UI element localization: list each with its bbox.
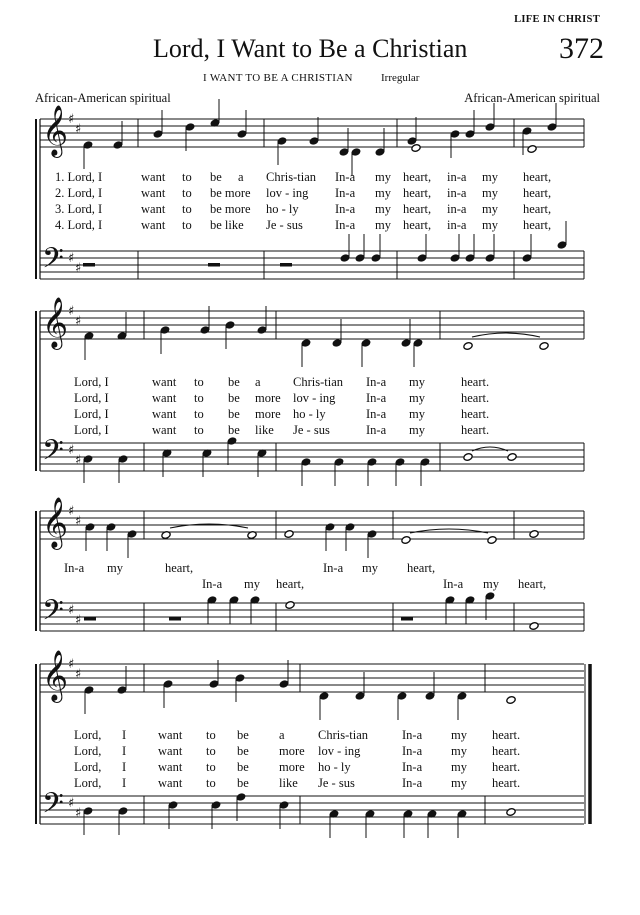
lyric-syllable: Lord, I <box>74 375 109 389</box>
note-head <box>507 453 517 462</box>
lyric-syllable: heart, <box>403 186 432 200</box>
lyric-syllable: my <box>451 776 467 790</box>
lyric-syllable: be more <box>210 186 251 200</box>
lyric-syllable: lov - ing <box>266 186 309 200</box>
lyric-syllable: heart. <box>461 423 490 437</box>
lyric-syllable: want <box>152 391 177 405</box>
lyric-syllable: Chris-tian <box>293 375 343 389</box>
lyric-syllable: heart, <box>518 577 547 591</box>
lyric-syllable: in-a <box>447 186 467 200</box>
treble-clef-icon: 𝄞 <box>42 297 69 348</box>
meter: Irregular <box>381 72 420 84</box>
lyric-syllable: to <box>182 170 192 184</box>
lyric-syllable: my <box>244 577 260 591</box>
lyric-syllable: heart, <box>523 186 552 200</box>
lyric-syllable: my <box>451 744 467 758</box>
note-head <box>411 144 421 153</box>
lyric-syllable: lov - ing <box>318 744 361 758</box>
lyric-syllable: be <box>237 776 249 790</box>
lyric-syllable: my <box>375 170 391 184</box>
lyric-syllable: I <box>122 728 127 742</box>
sharp-icon: ♯ <box>75 613 82 628</box>
lyric-syllable: I <box>122 744 127 758</box>
lyric-syllable: heart, <box>523 170 552 184</box>
bass-clef-icon: 𝄢 <box>42 787 64 827</box>
lyric-syllable: a <box>255 375 261 389</box>
lyric-syllable: in-a <box>447 218 467 232</box>
lyric-syllable: my <box>482 218 498 232</box>
sharp-icon: ♯ <box>75 806 82 821</box>
words-credit: African-American spiritual <box>35 91 171 105</box>
lyric-syllable: my <box>409 423 425 437</box>
sharp-icon: ♯ <box>68 504 75 519</box>
rest <box>83 263 95 267</box>
tie <box>472 333 540 337</box>
note-head <box>487 536 497 545</box>
lyric-syllable: to <box>194 423 204 437</box>
lyric-syllable: be <box>228 391 240 405</box>
note-head <box>529 622 539 631</box>
sharp-icon: ♯ <box>68 304 75 319</box>
lyric-syllable: Chris-tian <box>318 728 368 742</box>
lyric-syllable: 4. Lord, I <box>55 218 103 232</box>
sharp-icon: ♯ <box>75 261 82 276</box>
lyric-syllable: I <box>122 760 127 774</box>
lyric-syllable: heart, <box>403 218 432 232</box>
lyric-syllable: In-a <box>323 561 344 575</box>
bass-clef-icon: 𝄢 <box>42 242 64 282</box>
lyric-syllable: want <box>158 760 183 774</box>
lyric-syllable: to <box>194 391 204 405</box>
lyric-syllable: to <box>182 186 192 200</box>
lyric-syllable: ho - ly <box>318 760 351 774</box>
lyric-syllable: my <box>482 170 498 184</box>
lyric-syllable: my <box>107 561 123 575</box>
lyric-syllable: heart, <box>523 202 552 216</box>
lyric-syllable: be <box>210 170 222 184</box>
lyric-syllable: heart. <box>461 391 490 405</box>
lyric-syllable: In-a <box>335 202 356 216</box>
lyric-syllable: heart. <box>492 776 521 790</box>
lyric-syllable: In-a <box>64 561 85 575</box>
lyric-syllable: be <box>228 375 240 389</box>
lyric-syllable: want <box>141 170 166 184</box>
rest <box>280 263 292 267</box>
note-head <box>527 145 537 154</box>
lyric-syllable: like <box>255 423 274 437</box>
lyric-syllable: want <box>141 186 166 200</box>
lyric-syllable: lov - ing <box>293 391 336 405</box>
note-head <box>506 808 516 817</box>
note-head <box>284 530 294 539</box>
lyric-syllable: more <box>279 744 305 758</box>
lyric-syllable: In-a <box>443 577 464 591</box>
lyric-syllable: 2. Lord, I <box>55 186 103 200</box>
lyric-syllable: In-a <box>366 423 387 437</box>
lyric-syllable: Je - sus <box>293 423 330 437</box>
sharp-icon: ♯ <box>68 251 75 266</box>
lyric-syllable: like <box>279 776 298 790</box>
sharp-icon: ♯ <box>75 314 82 329</box>
lyric-syllable: my <box>409 407 425 421</box>
sharp-icon: ♯ <box>68 796 75 811</box>
lyric-syllable: heart. <box>492 744 521 758</box>
lyric-syllable: Lord, <box>74 760 102 774</box>
lyric-syllable: 3. Lord, I <box>55 202 103 216</box>
lyric-syllable: Je - sus <box>318 776 355 790</box>
lyric-syllable: Je - sus <box>266 218 303 232</box>
lyric-syllable: want <box>141 218 166 232</box>
music-credit: African-American spiritual <box>464 91 600 105</box>
lyric-syllable: In-a <box>335 218 356 232</box>
lyric-syllable: a <box>238 170 244 184</box>
lyric-syllable: I <box>122 776 127 790</box>
lyric-syllable: heart, <box>403 202 432 216</box>
lyric-syllable: to <box>206 776 216 790</box>
lyric-syllable: heart. <box>492 728 521 742</box>
rest <box>169 617 181 621</box>
rest <box>84 617 96 621</box>
lyric-syllable: more <box>255 391 281 405</box>
lyric-syllable: to <box>182 218 192 232</box>
lyric-syllable: to <box>182 202 192 216</box>
lyric-syllable: my <box>483 577 499 591</box>
lyric-syllable: In-a <box>202 577 223 591</box>
lyric-syllable: want <box>158 744 183 758</box>
lyric-syllable: In-a <box>402 760 423 774</box>
lyric-syllable: my <box>409 391 425 405</box>
section-label: LIFE IN CHRIST <box>514 14 600 25</box>
note-head <box>539 342 549 351</box>
lyric-syllable: Chris-tian <box>266 170 316 184</box>
lyric-syllable: my <box>451 760 467 774</box>
lyric-syllable: heart, <box>407 561 436 575</box>
sharp-icon: ♯ <box>68 112 75 127</box>
lyric-syllable: my <box>375 186 391 200</box>
lyric-syllable: my <box>375 202 391 216</box>
lyric-syllable: be <box>228 423 240 437</box>
lyric-syllable: my <box>482 202 498 216</box>
hymn-title: Lord, I Want to Be a Christian <box>153 34 468 63</box>
lyric-syllable: be <box>237 728 249 742</box>
sharp-icon: ♯ <box>75 453 82 468</box>
lyric-syllable: want <box>158 728 183 742</box>
note-head <box>401 536 411 545</box>
lyric-syllable: my <box>362 561 378 575</box>
note-head <box>285 601 295 610</box>
lyric-syllable: heart. <box>492 760 521 774</box>
lyric-syllable: heart. <box>461 407 490 421</box>
lyric-syllable: heart, <box>276 577 305 591</box>
lyric-syllable: ho - ly <box>293 407 326 421</box>
lyric-syllable: my <box>375 218 391 232</box>
lyric-syllable: my <box>409 375 425 389</box>
sharp-icon: ♯ <box>68 603 75 618</box>
note-head <box>506 696 516 705</box>
treble-clef-icon: 𝄞 <box>42 650 69 701</box>
lyric-syllable: Lord, <box>74 776 102 790</box>
lyric-syllable: In-a <box>366 391 387 405</box>
bass-clef-icon: 𝄢 <box>42 594 64 634</box>
sharp-icon: ♯ <box>68 443 75 458</box>
lyric-syllable: be <box>228 407 240 421</box>
lyric-syllable: In-a <box>402 728 423 742</box>
lyric-syllable: in-a <box>447 170 467 184</box>
lyric-syllable: more <box>279 760 305 774</box>
lyric-syllable: be <box>237 760 249 774</box>
lyric-syllable: Lord, <box>74 744 102 758</box>
rest <box>401 617 413 621</box>
lyric-syllable: to <box>206 728 216 742</box>
bass-clef-icon: 𝄢 <box>42 434 64 474</box>
lyric-syllable: to <box>194 407 204 421</box>
lyric-syllable: want <box>158 776 183 790</box>
note-head <box>529 530 539 539</box>
lyric-syllable: heart, <box>403 170 432 184</box>
note-head <box>463 453 473 462</box>
lyric-syllable: in-a <box>447 202 467 216</box>
lyric-syllable: In-a <box>366 407 387 421</box>
lyric-syllable: be <box>237 744 249 758</box>
lyric-syllable: In-a <box>335 186 356 200</box>
sharp-icon: ♯ <box>75 122 82 137</box>
lyric-syllable: more <box>255 407 281 421</box>
lyric-syllable: Lord, I <box>74 423 109 437</box>
treble-clef-icon: 𝄞 <box>42 497 69 548</box>
lyric-syllable: to <box>206 760 216 774</box>
lyric-syllable: be like <box>210 218 244 232</box>
lyric-syllable: In-a <box>335 170 356 184</box>
tune-name: I WANT TO BE A CHRISTIAN <box>203 72 353 84</box>
lyric-syllable: heart, <box>523 218 552 232</box>
lyric-syllable: a <box>279 728 285 742</box>
lyric-syllable: heart. <box>461 375 490 389</box>
lyric-syllable: heart, <box>165 561 194 575</box>
sharp-icon: ♯ <box>68 657 75 672</box>
note-head <box>463 342 473 351</box>
treble-clef-icon: 𝄞 <box>42 105 69 156</box>
rest <box>208 263 220 267</box>
lyric-syllable: 1. Lord, I <box>55 170 103 184</box>
lyric-syllable: ho - ly <box>266 202 299 216</box>
sharp-icon: ♯ <box>75 514 82 529</box>
lyric-syllable: be more <box>210 202 251 216</box>
lyric-syllable: to <box>194 375 204 389</box>
sharp-icon: ♯ <box>75 667 82 682</box>
lyric-syllable: my <box>482 186 498 200</box>
hymn-number: 372 <box>559 32 604 65</box>
lyric-syllable: In-a <box>402 776 423 790</box>
lyric-syllable: want <box>141 202 166 216</box>
lyric-syllable: want <box>152 407 177 421</box>
lyric-syllable: want <box>152 375 177 389</box>
lyric-syllable: to <box>206 744 216 758</box>
lyric-syllable: Lord, I <box>74 407 109 421</box>
lyric-syllable: my <box>451 728 467 742</box>
lyric-syllable: want <box>152 423 177 437</box>
lyric-syllable: Lord, I <box>74 391 109 405</box>
lyric-syllable: Lord, <box>74 728 102 742</box>
lyric-syllable: In-a <box>366 375 387 389</box>
lyric-syllable: In-a <box>402 744 423 758</box>
